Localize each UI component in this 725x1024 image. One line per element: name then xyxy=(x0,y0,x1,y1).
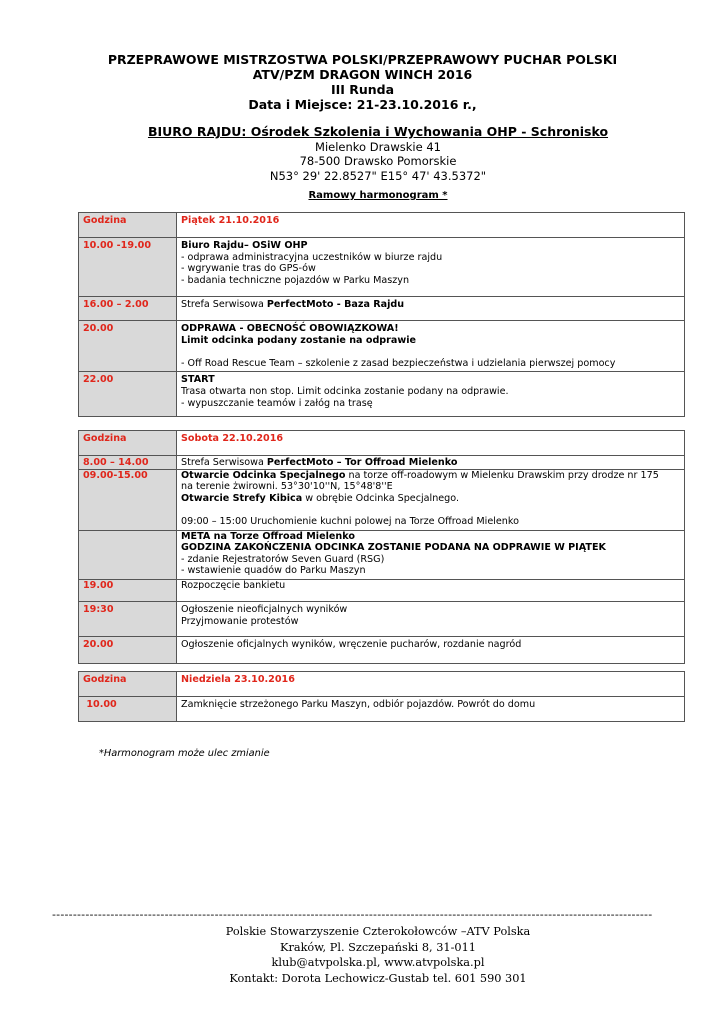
table-row xyxy=(79,372,685,417)
footer-divider: ------------------------------------------------------------------------------------------------------------------------------------------------ xyxy=(52,908,653,921)
office-address-street: Mielenko Drawskie 41 xyxy=(315,140,441,155)
row-bold-text: Otwarcie Strefy Kibica xyxy=(181,492,303,504)
table-row xyxy=(79,321,685,372)
row-bold-line: META na Torze Offroad Mielenko xyxy=(181,530,355,542)
row-description xyxy=(177,601,685,636)
row-description xyxy=(177,238,685,297)
row-bold-line: START xyxy=(181,374,215,386)
day-header: Niedziela 23.10.2016 xyxy=(177,672,685,697)
footer-contact: Kontakt: Dorota Lechowicz-Gustab tel. 601 590 301 xyxy=(229,971,527,985)
row-time: 20.00 xyxy=(79,321,177,372)
row-description xyxy=(177,530,685,579)
row-time: 10.00 xyxy=(79,697,177,722)
row-text: Trasa otwarta non stop. Limit odcinka zostanie podany na odprawie. xyxy=(181,385,509,397)
time-column-header: Godzina xyxy=(79,213,177,238)
saturday-schedule-table xyxy=(78,430,685,664)
table-row xyxy=(79,238,685,297)
row-description xyxy=(177,456,685,470)
row-bold-text: Otwarcie Odcinka Specjalnego xyxy=(181,469,346,481)
table-row xyxy=(79,530,685,579)
header-title: PRZEPRAWOWE MISTRZOSTWA POLSKI/PRZEPRAWOWY PUCHAR POLSKI xyxy=(107,52,618,67)
row-time: 19:30 xyxy=(79,601,177,636)
document-footer xyxy=(0,924,725,986)
row-text: Strefa Serwisowa xyxy=(181,299,267,310)
time-column-header: Godzina xyxy=(79,431,177,456)
footer-address: Kraków, Pl. Szczepański 8, 31-011 xyxy=(280,940,476,954)
sunday-schedule-table xyxy=(78,671,685,722)
row-time xyxy=(79,530,177,579)
table-header-row xyxy=(79,672,685,697)
row-description xyxy=(177,372,685,417)
row-item: - odprawa administracyjna uczestników w biurze rajdu xyxy=(181,251,443,263)
schedule-title: Ramowy harmonogram * xyxy=(308,190,448,201)
office-coordinates: N53° 29' 22.8527" E15° 47' 43.5372" xyxy=(269,168,487,183)
row-description xyxy=(177,469,685,530)
row-text: w obrębie Odcinka Specjalnego. xyxy=(302,492,460,504)
footer-organization: Polskie Stowarzyszenie Czterokołowców –ATV Polska xyxy=(225,925,531,938)
row-text: - wypuszczanie teamów i załóg na trasę xyxy=(181,397,373,409)
time-column-header: Godzina xyxy=(79,672,177,697)
footer-email-website: klub@atvpolska.pl, www.atvpolska.pl xyxy=(271,956,485,969)
row-text: Przyjmowanie protestów xyxy=(181,615,299,627)
row-bold-text: PerfectMoto – Tor Offroad Mielenko xyxy=(266,457,458,468)
row-text: 09:00 – 15:00 Uruchomienie kuchni polowej na Torze Offroad Mielenko xyxy=(181,515,519,527)
table-header-row xyxy=(79,431,685,456)
row-bold-line: GODZINA ZAKOŃCZENIA ODCINKA ZOSTANIE PODANA NA ODPRAWIE W PIĄTEK xyxy=(181,542,606,554)
row-bold-line: Limit odcinka podany zostanie na odprawie xyxy=(181,334,417,346)
row-time: 09.00-15.00 xyxy=(79,469,177,530)
table-row xyxy=(79,601,685,636)
day-header: Sobota 22.10.2016 xyxy=(177,431,685,456)
row-item: - badania techniczne pojazdów w Parku Maszyn xyxy=(181,274,410,286)
table-row xyxy=(79,636,685,663)
row-description: Rozpoczęcie bankietu xyxy=(177,579,685,601)
table-row xyxy=(79,456,685,470)
row-item: - wstawienie quadów do Parku Maszyn xyxy=(181,565,366,577)
row-time: 8.00 – 14.00 xyxy=(79,456,177,470)
row-time: 22.00 xyxy=(79,372,177,417)
row-bold-line: Biuro Rajdu– OSiW OHP xyxy=(181,240,308,251)
table-row xyxy=(79,579,685,601)
row-text: na torze off-roadowym w Mielenku Drawskim przy drodze nr 175 xyxy=(345,469,659,481)
rally-office-title: BIURO RAJDU: Ośrodek Szkolenia i Wychowania OHP - Schronisko xyxy=(147,124,609,139)
row-time: 10.00 -19.00 xyxy=(79,238,177,297)
table-row xyxy=(79,469,685,530)
header-round: III Runda xyxy=(330,82,395,97)
document-header xyxy=(0,52,725,112)
row-item: - wgrywanie tras do GPS-ów xyxy=(181,263,316,275)
row-description: Zamknięcie strzeżonego Parku Maszyn, odbiór pojazdów. Powrót do domu xyxy=(177,697,685,722)
row-time: 16.00 – 2.00 xyxy=(79,297,177,321)
row-description xyxy=(177,297,685,321)
row-bold-text: PerfectMoto - Baza Rajdu xyxy=(266,299,405,310)
row-text: Ogłoszenie nieoficjalnych wyników xyxy=(181,603,348,615)
office-address-city: 78-500 Drawsko Pomorskie xyxy=(299,154,457,169)
table-row xyxy=(79,297,685,321)
header-date-place: Data i Miejsce: 21-23.10.2016 r., xyxy=(248,97,477,112)
row-text: Strefa Serwisowa xyxy=(181,457,267,468)
row-time: 20.00 xyxy=(79,636,177,663)
friday-schedule-table xyxy=(78,212,685,417)
table-header-row xyxy=(79,213,685,238)
day-header: Piątek 21.10.2016 xyxy=(177,213,685,238)
row-description xyxy=(177,321,685,372)
row-description: Ogłoszenie oficjalnych wyników, wręczenie pucharów, rozdanie nagród xyxy=(177,636,685,663)
schedule-note: *Harmonogram może ulec zmianie xyxy=(99,748,270,759)
row-bold-line: ODPRAWA - OBECNOŚĆ OBOWIĄZKOWA! xyxy=(181,323,399,334)
row-time: 19.00 xyxy=(79,579,177,601)
rally-office-block xyxy=(0,125,725,183)
row-item: - zdanie Rejestratorów Seven Guard (RSG) xyxy=(181,553,385,565)
row-text: na terenie żwirowni. 53°30'10''N, 15°48'8''E xyxy=(181,481,393,493)
table-row xyxy=(79,697,685,722)
header-subtitle: ATV/PZM DRAGON WINCH 2016 xyxy=(252,67,473,82)
row-text: - Off Road Rescue Team – szkolenie z zasad bezpieczeństwa i udzielania pierwszej pomocy xyxy=(181,357,616,369)
